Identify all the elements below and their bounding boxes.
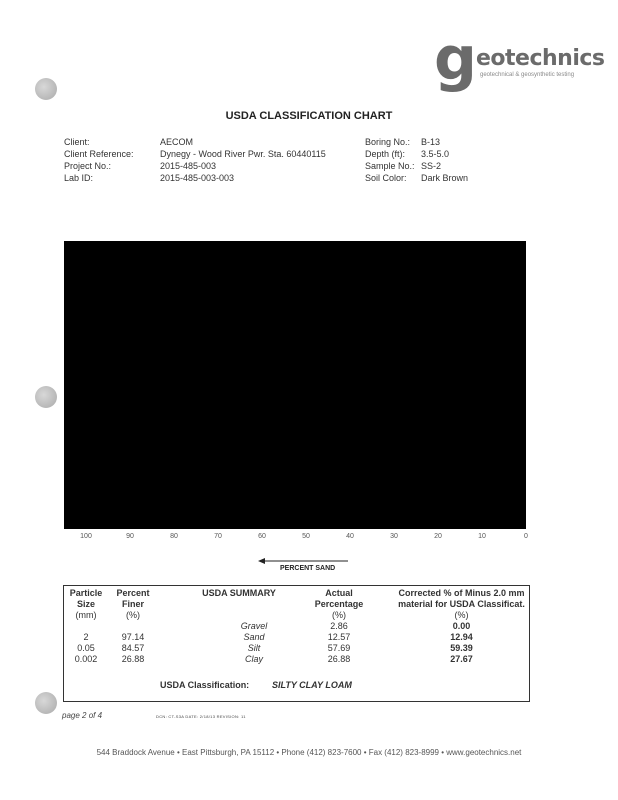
client-reference-label: Client Reference: [64,149,134,159]
info-left-values [160,136,326,184]
header-percent: Percent [116,588,150,598]
sample-no-value: SS-2 [421,161,442,171]
x-tick: 50 [302,533,310,540]
info-left-labels [64,136,134,184]
classification-label: USDA Classification: [160,680,250,690]
sample-no-label: Sample No.: [365,161,415,171]
row-actual: 12.57 [327,632,351,642]
header-usda-summary: USDA SUMMARY [202,588,276,598]
x-tick: 60 [258,533,266,540]
percent-sand-axis-title: PERCENT SAND [280,565,336,572]
x-tick: 0 [524,533,528,540]
depth-value: 3.5-5.0 [421,149,450,159]
row-size: 2 [83,632,89,642]
client-label: Client: [64,137,90,147]
boring-no-value: B-13 [421,137,441,147]
row-actual: 26.88 [327,654,351,664]
depth-label: Depth (ft): [365,149,406,159]
x-tick: 100 [80,533,92,540]
row-finer: 84.57 [121,643,145,653]
soil-color-label: Soil Color: [365,173,407,183]
classification-value: SILTY CLAY LOAM [272,680,352,690]
row-name: Sand [243,632,265,642]
boring-no-label: Boring No.: [365,137,411,147]
project-no-label: Project No.: [64,161,112,171]
lab-id-value: 2015-485-003-003 [160,173,235,183]
client-value: AECOM [160,137,194,147]
row-size: 0.002 [74,654,98,664]
x-tick: 30 [390,533,398,540]
logo-wordmark: eotechnics [476,46,605,71]
header-particle: Particle [69,588,103,598]
logo-tagline: geotechnical & geosynthetic testing [480,72,575,78]
x-tick: 80 [170,533,178,540]
row-size: 0.05 [77,643,95,653]
header-corrected-unit: (%) [454,610,469,620]
binder-hole-bottom [35,692,57,714]
header-mm-unit: (mm) [75,610,97,620]
header-finer-unit: (%) [126,610,140,620]
x-tick: 70 [214,533,222,540]
row-corrected: 0.00 [452,621,471,631]
percent-sand-axis [0,533,618,545]
x-tick: 10 [478,533,486,540]
row-name: Silt [247,643,261,653]
row-corrected: 59.39 [450,643,473,653]
header-size: Size [76,599,95,609]
header-percentage: Percentage [314,599,364,609]
document-control-number: DCN: CT-S3A DATE: 2/18/13 REVISION: 11 [156,714,246,719]
client-reference-value: Dynegy - Wood River Pwr. Sta. 60440115 [160,149,326,159]
header-material: material for USDA Classificat. [398,599,525,609]
row-corrected: 27.67 [450,654,473,664]
x-tick: 40 [346,533,354,540]
row-finer: 26.88 [121,654,145,664]
row-name: Gravel [240,621,268,631]
page-number: page 2 of 4 [62,711,103,720]
info-right-labels [365,136,415,184]
header-finer: Finer [121,599,144,609]
binder-hole-top [35,78,57,100]
row-actual: 2.86 [330,621,348,631]
logo-letter: g [434,24,477,94]
header-actual-unit: (%) [332,610,346,620]
row-finer: 97.14 [121,632,145,642]
lab-id-label: Lab ID: [64,173,94,183]
usda-summary-table [63,585,530,702]
row-actual: 57.69 [327,643,351,653]
soil-color-value: Dark Brown [421,173,469,183]
left-arrow-icon [258,557,348,565]
binder-hole-middle [35,386,57,408]
usda-triangle-chart [64,241,526,529]
x-tick: 90 [126,533,134,540]
project-no-value: 2015-485-003 [160,161,217,171]
info-right-values [421,136,468,184]
company-address: 544 Braddock Avenue • East Pittsburgh, PA 15112 • Phone (412) 823-7600 • Fax (412) 823-8999 • www.geotechnics.net [96,748,522,757]
page-title: USDA CLASSIFICATION CHART [225,110,393,122]
row-corrected: 12.94 [450,632,473,642]
x-tick: 20 [434,533,442,540]
row-name: Clay [244,654,263,664]
header-actual: Actual [325,588,353,598]
header-corrected: Corrected % of Minus 2.0 mm [398,588,525,598]
